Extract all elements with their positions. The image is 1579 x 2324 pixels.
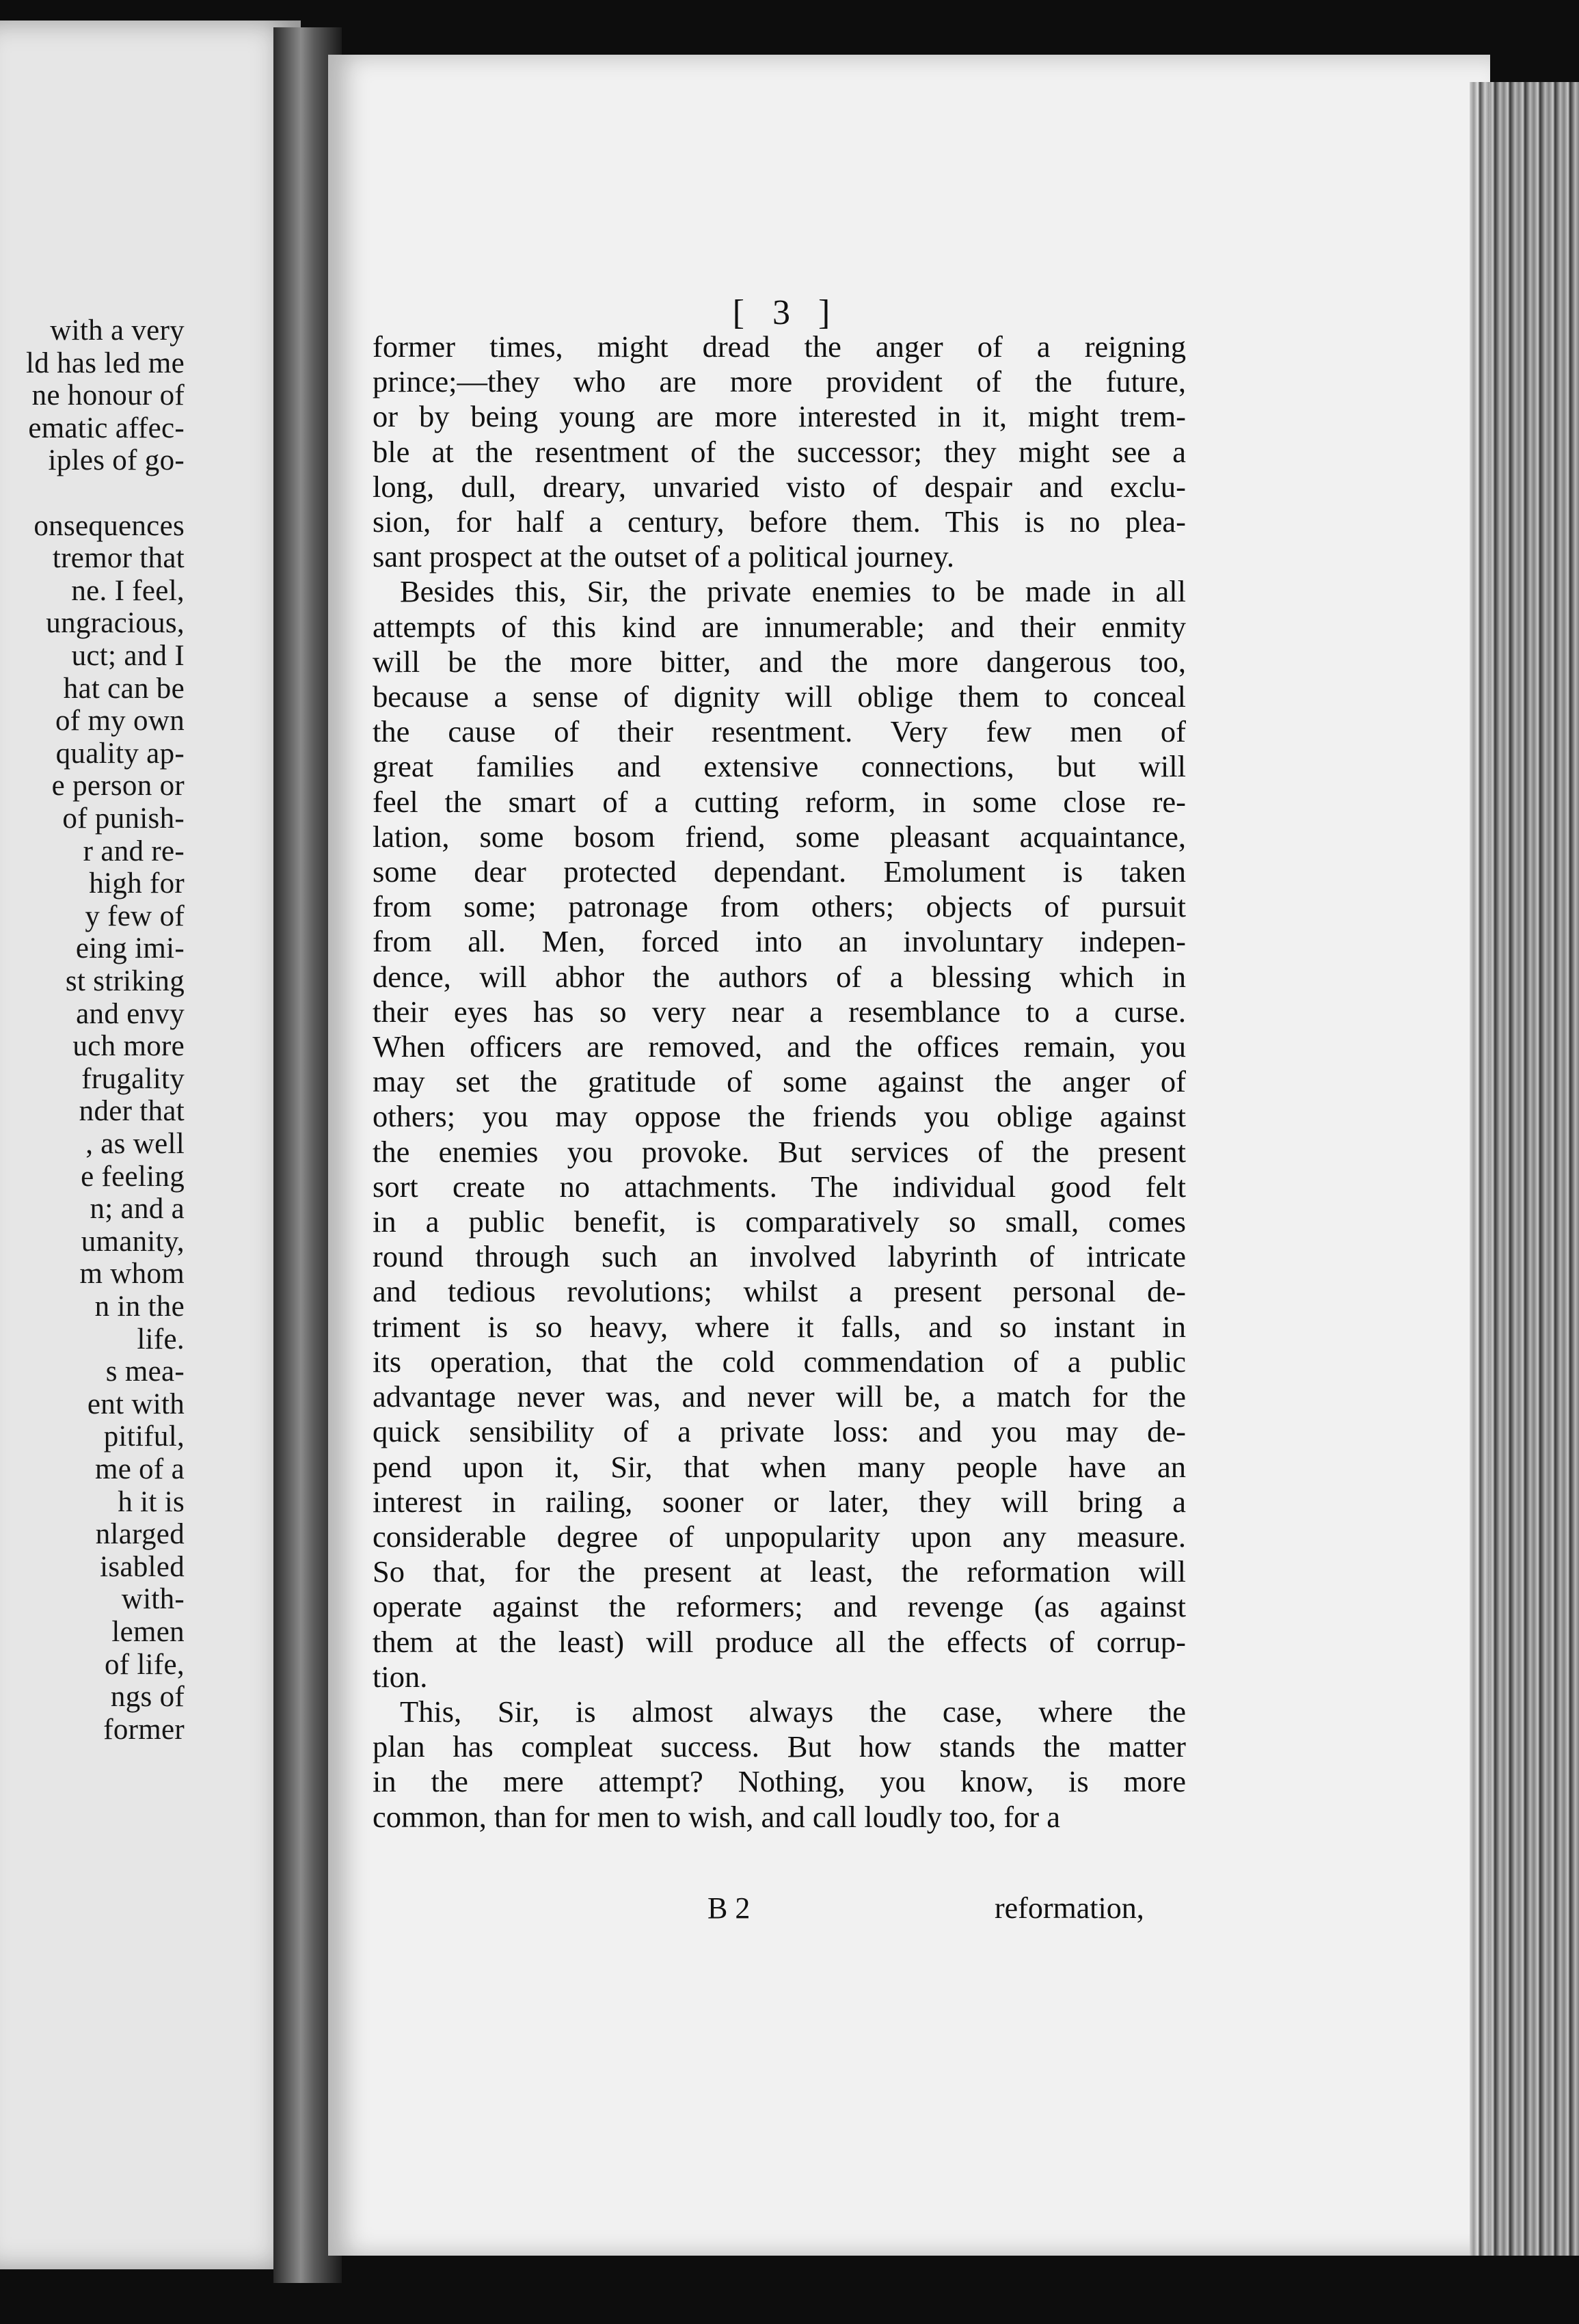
left-page-line: y few of [85,900,185,932]
left-page-line: eing imi- [75,932,185,965]
page-number: [ 3 ] [732,293,840,332]
left-page-line: umanity, [81,1225,185,1258]
left-page-line: onsequences [33,509,185,542]
left-page-line: ld has led me [26,347,185,379]
left-page-line: hat can be [63,672,185,705]
body-text [373,329,1186,1835]
text-line: advantage never was, and never will be, a match for the [373,1379,1186,1414]
left-page-line: n; and a [90,1193,185,1226]
text-line: the cause of their resentment. Very few men of [373,714,1186,749]
page-text-block [373,293,1186,1835]
catchword: reformation, [995,1891,1144,1925]
text-line: plan has compleat success. But how stands the matter [373,1729,1186,1764]
text-line: feel the smart of a cutting reform, in some close re- [373,784,1186,819]
left-facing-page [0,21,301,2269]
left-page-line: m whom [79,1258,185,1291]
text-line: because a sense of dignity will oblige them to conceal [373,679,1186,714]
text-line: interest in railing, sooner or later, they will bring a [373,1484,1186,1519]
text-line: round through such an involved labyrinth of intricate [373,1239,1186,1274]
left-page-line: with a very [50,314,185,347]
left-page-line: ematic affec- [28,411,185,444]
left-page-line: nder that [79,1095,185,1128]
page-fore-edge [1470,82,1579,2256]
text-line: Besides this, Sir, the private enemies to be made in all [400,574,1186,609]
left-page-line: me of a [94,1453,185,1485]
text-line: considerable degree of unpopularity upon any measure. [373,1519,1186,1554]
left-page-line: ngs of [110,1681,185,1714]
text-line: This, Sir, is almost always the case, where the [400,1694,1186,1729]
left-page-line: pitiful, [103,1420,185,1453]
left-page-line: frugality [81,1062,185,1095]
left-page-line: quality ap- [55,737,185,770]
left-page-line: of my own [55,705,185,738]
text-line: or by being young are more interested in it, might trem- [373,399,1186,434]
left-page-line: s mea- [105,1355,185,1388]
left-page-line: nlarged [95,1518,185,1551]
left-page-line: of life, [104,1648,185,1681]
left-page-line: ne honour of [31,379,185,412]
text-line: will be the more bitter, and the more dangerous too, [373,644,1186,679]
left-page-line: r and re- [83,835,185,867]
text-line: others; you may oppose the friends you oblige against [373,1099,1186,1134]
left-page-line: lemen [111,1616,185,1648]
left-page-line: h it is [118,1485,185,1518]
text-line: them at the least) will produce all the effects of corrup- [373,1624,1186,1659]
left-page-line: and envy [76,997,185,1030]
text-line: from some; patronage from others; objects of pursuit [373,889,1186,924]
left-page-line: uch more [72,1030,185,1063]
left-page-line: former [103,1713,185,1746]
left-page-line: of punish- [62,802,185,835]
left-page-line: e feeling [81,1160,185,1193]
text-line: their eyes has so very near a resemblance to a curse. [373,994,1186,1029]
text-line: in the mere attempt? Nothing, you know, is more [373,1764,1186,1799]
text-line: quick sensibility of a private loss: and you may de- [373,1414,1186,1449]
text-line: long, dull, dreary, unvaried visto of despair and exclu- [373,469,1186,504]
text-line: sort create no attachments. The individual good felt [373,1169,1186,1204]
text-line: ble at the resentment of the successor; they might see a [373,434,1186,469]
text-line: its operation, that the cold commendation of a public [373,1344,1186,1379]
text-line: from all. Men, forced into an involuntary indepen- [373,924,1186,959]
text-line: great families and extensive connections, but will [373,749,1186,784]
text-line: operate against the reformers; and revenge (as against [373,1589,1186,1624]
left-page-line: ent with [87,1388,185,1420]
text-line: some dear protected dependant. Emolument is taken [373,854,1186,889]
text-line: attempts of this kind are innumerable; and their enmity [373,609,1186,644]
text-line: sant prospect at the outset of a political journey. [373,539,955,574]
left-page-line: st striking [65,965,185,997]
left-page-line: ungracious, [46,607,185,640]
signature-mark: B 2 [707,1891,751,1925]
text-line: in a public benefit, is comparatively so small, comes [373,1204,1186,1239]
text-line: When officers are removed, and the offices remain, you [373,1029,1186,1064]
text-line: tion. [373,1659,428,1694]
text-line: So that, for the present at least, the reformation will [373,1554,1186,1589]
text-line: lation, some bosom friend, some pleasant acquaintance, [373,819,1186,854]
left-page-line: tremor that [52,542,185,575]
left-page-line: life. [137,1323,185,1355]
text-line: pend upon it, Sir, that when many people have an [373,1449,1186,1484]
left-page-line: , as well [85,1128,185,1160]
text-line: may set the gratitude of some against the anger of [373,1064,1186,1099]
text-line: the enemies you provoke. But services of the present [373,1134,1186,1169]
left-page-line: n in the [94,1291,185,1323]
text-line: sion, for half a century, before them. This is no plea- [373,504,1186,539]
text-line: and tedious revolutions; whilst a present personal de- [373,1274,1186,1309]
text-line: common, than for men to wish, and call loudly too, for a [373,1799,1060,1834]
text-line: prince;—they who are more provident of the future, [373,364,1186,399]
text-line: dence, will abhor the authors of a blessing which in [373,959,1186,994]
text-line: triment is so heavy, where it falls, and so instant in [373,1309,1186,1344]
left-page-line: ne. I feel, [71,574,185,607]
left-page-line: high for [89,867,185,900]
left-page-line: isabled [100,1550,185,1583]
left-page-line: iples of go- [48,444,185,477]
text-line: former times, might dread the anger of a reigning [373,329,1186,364]
left-page-line: e person or [51,770,185,802]
left-page-line: uct; and I [71,640,185,672]
left-page-line: with- [121,1583,185,1616]
